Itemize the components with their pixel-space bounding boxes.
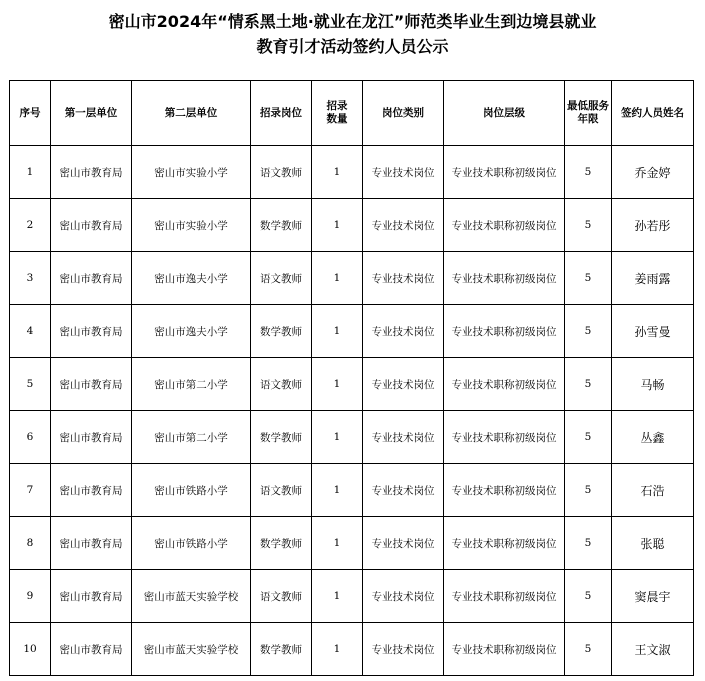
cell-index: 4 <box>10 305 51 358</box>
cell-recruit-position: 语文教师 <box>251 570 312 623</box>
cell-first-level-unit: 密山市教育局 <box>51 358 132 411</box>
cell-first-level-unit: 密山市教育局 <box>51 199 132 252</box>
cell-recruit-position: 语文教师 <box>251 464 312 517</box>
cell-recruit-position: 数学教师 <box>251 305 312 358</box>
cell-recruit-count: 1 <box>312 570 363 623</box>
cell-second-level-unit: 密山市逸夫小学 <box>132 305 251 358</box>
cell-min-service-years: 5 <box>565 358 612 411</box>
header-index: 序号 <box>10 81 51 146</box>
table-header-row <box>10 81 694 146</box>
cell-signed-name: 孙若彤 <box>612 199 694 252</box>
cell-min-service-years: 5 <box>565 146 612 199</box>
title-line-2: 教育引才活动签约人员公示 <box>256 37 449 56</box>
cell-recruit-position: 语文教师 <box>251 252 312 305</box>
cell-index: 3 <box>10 252 51 305</box>
cell-position-level: 专业技术职称初级岗位 <box>444 623 565 676</box>
header-min-service-years-line1: 最低服务 <box>567 100 609 112</box>
table-body <box>10 146 694 676</box>
table-row <box>10 199 694 252</box>
cell-second-level-unit: 密山市铁路小学 <box>132 517 251 570</box>
cell-index: 8 <box>10 517 51 570</box>
table-row <box>10 411 694 464</box>
cell-first-level-unit: 密山市教育局 <box>51 570 132 623</box>
cell-first-level-unit: 密山市教育局 <box>51 146 132 199</box>
cell-position-level: 专业技术职称初级岗位 <box>444 570 565 623</box>
cell-signed-name: 马畅 <box>612 358 694 411</box>
cell-recruit-count: 1 <box>312 623 363 676</box>
cell-min-service-years: 5 <box>565 305 612 358</box>
header-second-level-unit: 第二层单位 <box>132 81 251 146</box>
cell-index: 5 <box>10 358 51 411</box>
cell-second-level-unit: 密山市蓝天实验学校 <box>132 570 251 623</box>
cell-first-level-unit: 密山市教育局 <box>51 305 132 358</box>
cell-position-category: 专业技术岗位 <box>363 411 444 464</box>
cell-first-level-unit: 密山市教育局 <box>51 517 132 570</box>
table-row <box>10 570 694 623</box>
cell-position-category: 专业技术岗位 <box>363 358 444 411</box>
header-min-service-years <box>565 81 612 146</box>
cell-position-level: 专业技术职称初级岗位 <box>444 358 565 411</box>
cell-recruit-position: 数学教师 <box>251 517 312 570</box>
table-row <box>10 464 694 517</box>
cell-first-level-unit: 密山市教育局 <box>51 411 132 464</box>
table-row <box>10 623 694 676</box>
cell-first-level-unit: 密山市教育局 <box>51 252 132 305</box>
cell-second-level-unit: 密山市实验小学 <box>132 146 251 199</box>
header-recruit-position: 招录岗位 <box>251 81 312 146</box>
cell-min-service-years: 5 <box>565 252 612 305</box>
cell-min-service-years: 5 <box>565 199 612 252</box>
cell-signed-name: 孙雪曼 <box>612 305 694 358</box>
cell-position-category: 专业技术岗位 <box>363 252 444 305</box>
signed-personnel-table <box>9 80 694 676</box>
table-row <box>10 252 694 305</box>
cell-position-category: 专业技术岗位 <box>363 517 444 570</box>
cell-index: 7 <box>10 464 51 517</box>
cell-signed-name: 王文淑 <box>612 623 694 676</box>
header-position-level: 岗位层级 <box>444 81 565 146</box>
table-row <box>10 358 694 411</box>
header-position-category: 岗位类别 <box>363 81 444 146</box>
document-title <box>0 9 705 59</box>
cell-signed-name: 张聪 <box>612 517 694 570</box>
cell-second-level-unit: 密山市第二小学 <box>132 358 251 411</box>
cell-position-level: 专业技术职称初级岗位 <box>444 464 565 517</box>
cell-index: 10 <box>10 623 51 676</box>
cell-recruit-count: 1 <box>312 411 363 464</box>
cell-min-service-years: 5 <box>565 464 612 517</box>
cell-index: 2 <box>10 199 51 252</box>
header-recruit-count-line1: 招录 <box>326 100 348 112</box>
cell-first-level-unit: 密山市教育局 <box>51 623 132 676</box>
cell-index: 6 <box>10 411 51 464</box>
header-signed-name: 签约人员姓名 <box>612 81 694 146</box>
cell-position-level: 专业技术职称初级岗位 <box>444 146 565 199</box>
cell-recruit-count: 1 <box>312 199 363 252</box>
cell-position-category: 专业技术岗位 <box>363 464 444 517</box>
cell-position-category: 专业技术岗位 <box>363 570 444 623</box>
cell-recruit-position: 数学教师 <box>251 411 312 464</box>
cell-position-category: 专业技术岗位 <box>363 305 444 358</box>
cell-index: 1 <box>10 146 51 199</box>
cell-second-level-unit: 密山市蓝天实验学校 <box>132 623 251 676</box>
cell-position-level: 专业技术职称初级岗位 <box>444 305 565 358</box>
cell-position-level: 专业技术职称初级岗位 <box>444 252 565 305</box>
cell-recruit-count: 1 <box>312 464 363 517</box>
cell-signed-name: 姜雨露 <box>612 252 694 305</box>
cell-second-level-unit: 密山市逸夫小学 <box>132 252 251 305</box>
table-row <box>10 517 694 570</box>
table-row <box>10 305 694 358</box>
cell-min-service-years: 5 <box>565 570 612 623</box>
cell-position-category: 专业技术岗位 <box>363 623 444 676</box>
table-row <box>10 146 694 199</box>
cell-position-level: 专业技术职称初级岗位 <box>444 517 565 570</box>
title-line-1: 密山市2024年“情系黑土地·就业在龙江”师范类毕业生到边境县就业 <box>108 12 597 31</box>
cell-min-service-years: 5 <box>565 411 612 464</box>
cell-recruit-count: 1 <box>312 252 363 305</box>
cell-recruit-position: 语文教师 <box>251 146 312 199</box>
cell-recruit-count: 1 <box>312 517 363 570</box>
header-recruit-count-line2: 数量 <box>326 113 348 125</box>
header-min-service-years-line2: 年限 <box>577 113 599 125</box>
cell-min-service-years: 5 <box>565 517 612 570</box>
cell-recruit-count: 1 <box>312 305 363 358</box>
cell-signed-name: 丛鑫 <box>612 411 694 464</box>
cell-recruit-count: 1 <box>312 146 363 199</box>
cell-signed-name: 窦晨宇 <box>612 570 694 623</box>
header-first-level-unit: 第一层单位 <box>51 81 132 146</box>
cell-signed-name: 乔金婷 <box>612 146 694 199</box>
cell-position-category: 专业技术岗位 <box>363 199 444 252</box>
cell-recruit-count: 1 <box>312 358 363 411</box>
cell-position-category: 专业技术岗位 <box>363 146 444 199</box>
cell-min-service-years: 5 <box>565 623 612 676</box>
cell-signed-name: 石浩 <box>612 464 694 517</box>
cell-recruit-position: 语文教师 <box>251 358 312 411</box>
cell-position-level: 专业技术职称初级岗位 <box>444 199 565 252</box>
cell-second-level-unit: 密山市铁路小学 <box>132 464 251 517</box>
cell-position-level: 专业技术职称初级岗位 <box>444 411 565 464</box>
cell-second-level-unit: 密山市第二小学 <box>132 411 251 464</box>
cell-recruit-position: 数学教师 <box>251 199 312 252</box>
cell-recruit-position: 数学教师 <box>251 623 312 676</box>
cell-index: 9 <box>10 570 51 623</box>
cell-first-level-unit: 密山市教育局 <box>51 464 132 517</box>
cell-second-level-unit: 密山市实验小学 <box>132 199 251 252</box>
header-recruit-count <box>312 81 363 146</box>
